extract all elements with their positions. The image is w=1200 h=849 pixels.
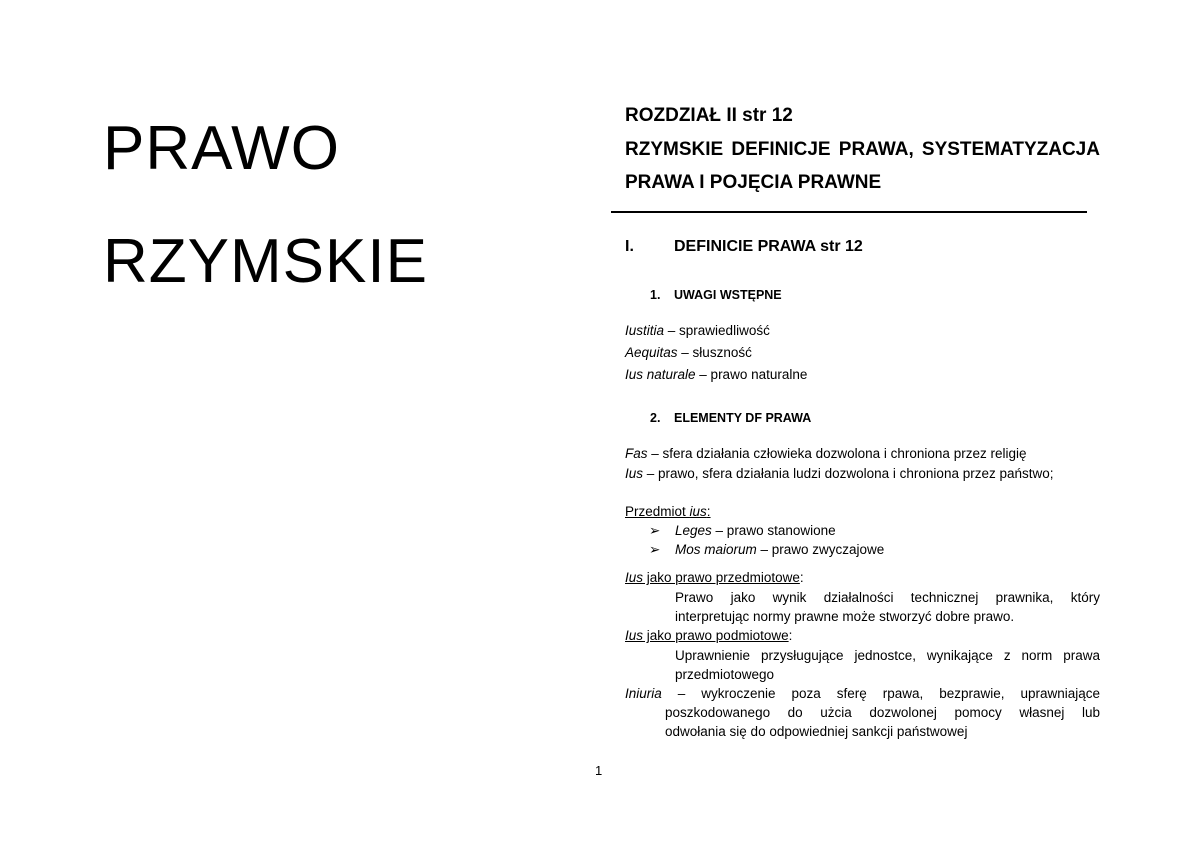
subsection-number: 1. xyxy=(650,288,661,302)
przedmiotowe-text xyxy=(675,588,1100,626)
przedmiot-label xyxy=(625,503,711,521)
term: Fas xyxy=(625,446,648,461)
section-title: DEFINICIE PRAWA str 12 xyxy=(674,238,863,255)
podmiotowe-text xyxy=(675,646,1100,684)
colon: : xyxy=(799,570,804,585)
podmiotowe-label xyxy=(625,627,792,645)
subsection-title: UWAGI WSTĘPNE xyxy=(674,288,782,302)
term: Aequitas xyxy=(625,345,678,360)
chapter-title-line-2 xyxy=(625,138,1100,162)
arrow-bullet-icon: ➢ xyxy=(649,523,661,538)
text-line xyxy=(625,684,1100,703)
definition: – prawo stanowione xyxy=(711,523,836,538)
label: jako prawo podmiotowe xyxy=(643,628,789,643)
definition: – sfera działania człowieka dozwolona i chroniona przez religię xyxy=(647,446,1027,461)
text-line: przedmiotowego xyxy=(675,667,775,682)
chapter-title-word: RZYMSKIE xyxy=(625,139,724,160)
subsection-heading-2 xyxy=(650,409,811,427)
term: Iniuria xyxy=(625,686,662,701)
definition: – prawo naturalne xyxy=(695,367,808,382)
term: Iustitia xyxy=(625,323,665,338)
definition: – wykroczenie poza sferę rpawa, bezprawie, uprawniające xyxy=(661,686,1100,701)
term-line xyxy=(625,465,1054,483)
chapter-title-line-3: PRAWA I POJĘCIA PRAWNE xyxy=(625,172,882,193)
term: Ius xyxy=(625,466,644,481)
chapter-title-word: SYSTEMATYZACJA xyxy=(921,139,1100,160)
text-line: Uprawnienie przysługujące jednostce, wynikające z norm prawa xyxy=(675,648,1100,663)
text-line: interpretując normy prawne może stworzyć dobre prawo. xyxy=(675,609,1015,624)
text-line: odwołania się do odpowiedniej sankcji państwowej xyxy=(665,724,968,739)
text-line: poszkodowanego do użcia dozwolonej pomocy własnej lub xyxy=(665,705,1100,720)
label: jako prawo przedmiotowe xyxy=(643,570,800,585)
definition: – prawo, sfera działania ludzi dozwolona i chroniona przez państwo; xyxy=(643,466,1054,481)
chapter-title-word: DEFINICJE xyxy=(731,139,831,160)
term: Leges xyxy=(675,523,712,538)
label: Przedmiot xyxy=(625,504,690,519)
colon: : xyxy=(706,504,711,519)
horizontal-rule xyxy=(611,211,1087,213)
subsection-heading-1 xyxy=(650,286,782,304)
term-line xyxy=(625,445,1026,463)
text-line: Prawo jako wynik działalności technicznej prawnika, który xyxy=(675,590,1100,605)
bullet-item xyxy=(649,541,884,559)
title-line-1: PRAWO xyxy=(103,114,340,183)
term: Ius xyxy=(625,628,644,643)
term: ius xyxy=(689,504,707,519)
term: Ius naturale xyxy=(625,367,696,382)
bullet-item xyxy=(649,522,836,540)
term-line xyxy=(625,366,807,384)
definition: – sprawiedliwość xyxy=(664,323,770,338)
chapter-heading: ROZDZIAŁ II str 12 xyxy=(625,105,793,126)
definition: – prawo zwyczajowe xyxy=(756,542,885,557)
iniuria-text xyxy=(625,684,1100,741)
definition: – słuszność xyxy=(677,345,752,360)
section-number: I. xyxy=(625,238,634,255)
term: Mos maiorum xyxy=(675,542,757,557)
subsection-title: ELEMENTY DF PRAWA xyxy=(674,411,812,425)
term-line xyxy=(625,322,770,340)
page-number: 1 xyxy=(595,763,603,778)
term-line xyxy=(625,344,752,362)
chapter-title-word: PRAWA, xyxy=(838,139,914,160)
term: Ius xyxy=(625,570,644,585)
subsection-number: 2. xyxy=(650,411,661,425)
arrow-bullet-icon: ➢ xyxy=(649,542,661,557)
przedmiotowe-label xyxy=(625,569,804,587)
title-line-2: RZYMSKIE xyxy=(103,227,428,296)
colon: : xyxy=(788,628,793,643)
